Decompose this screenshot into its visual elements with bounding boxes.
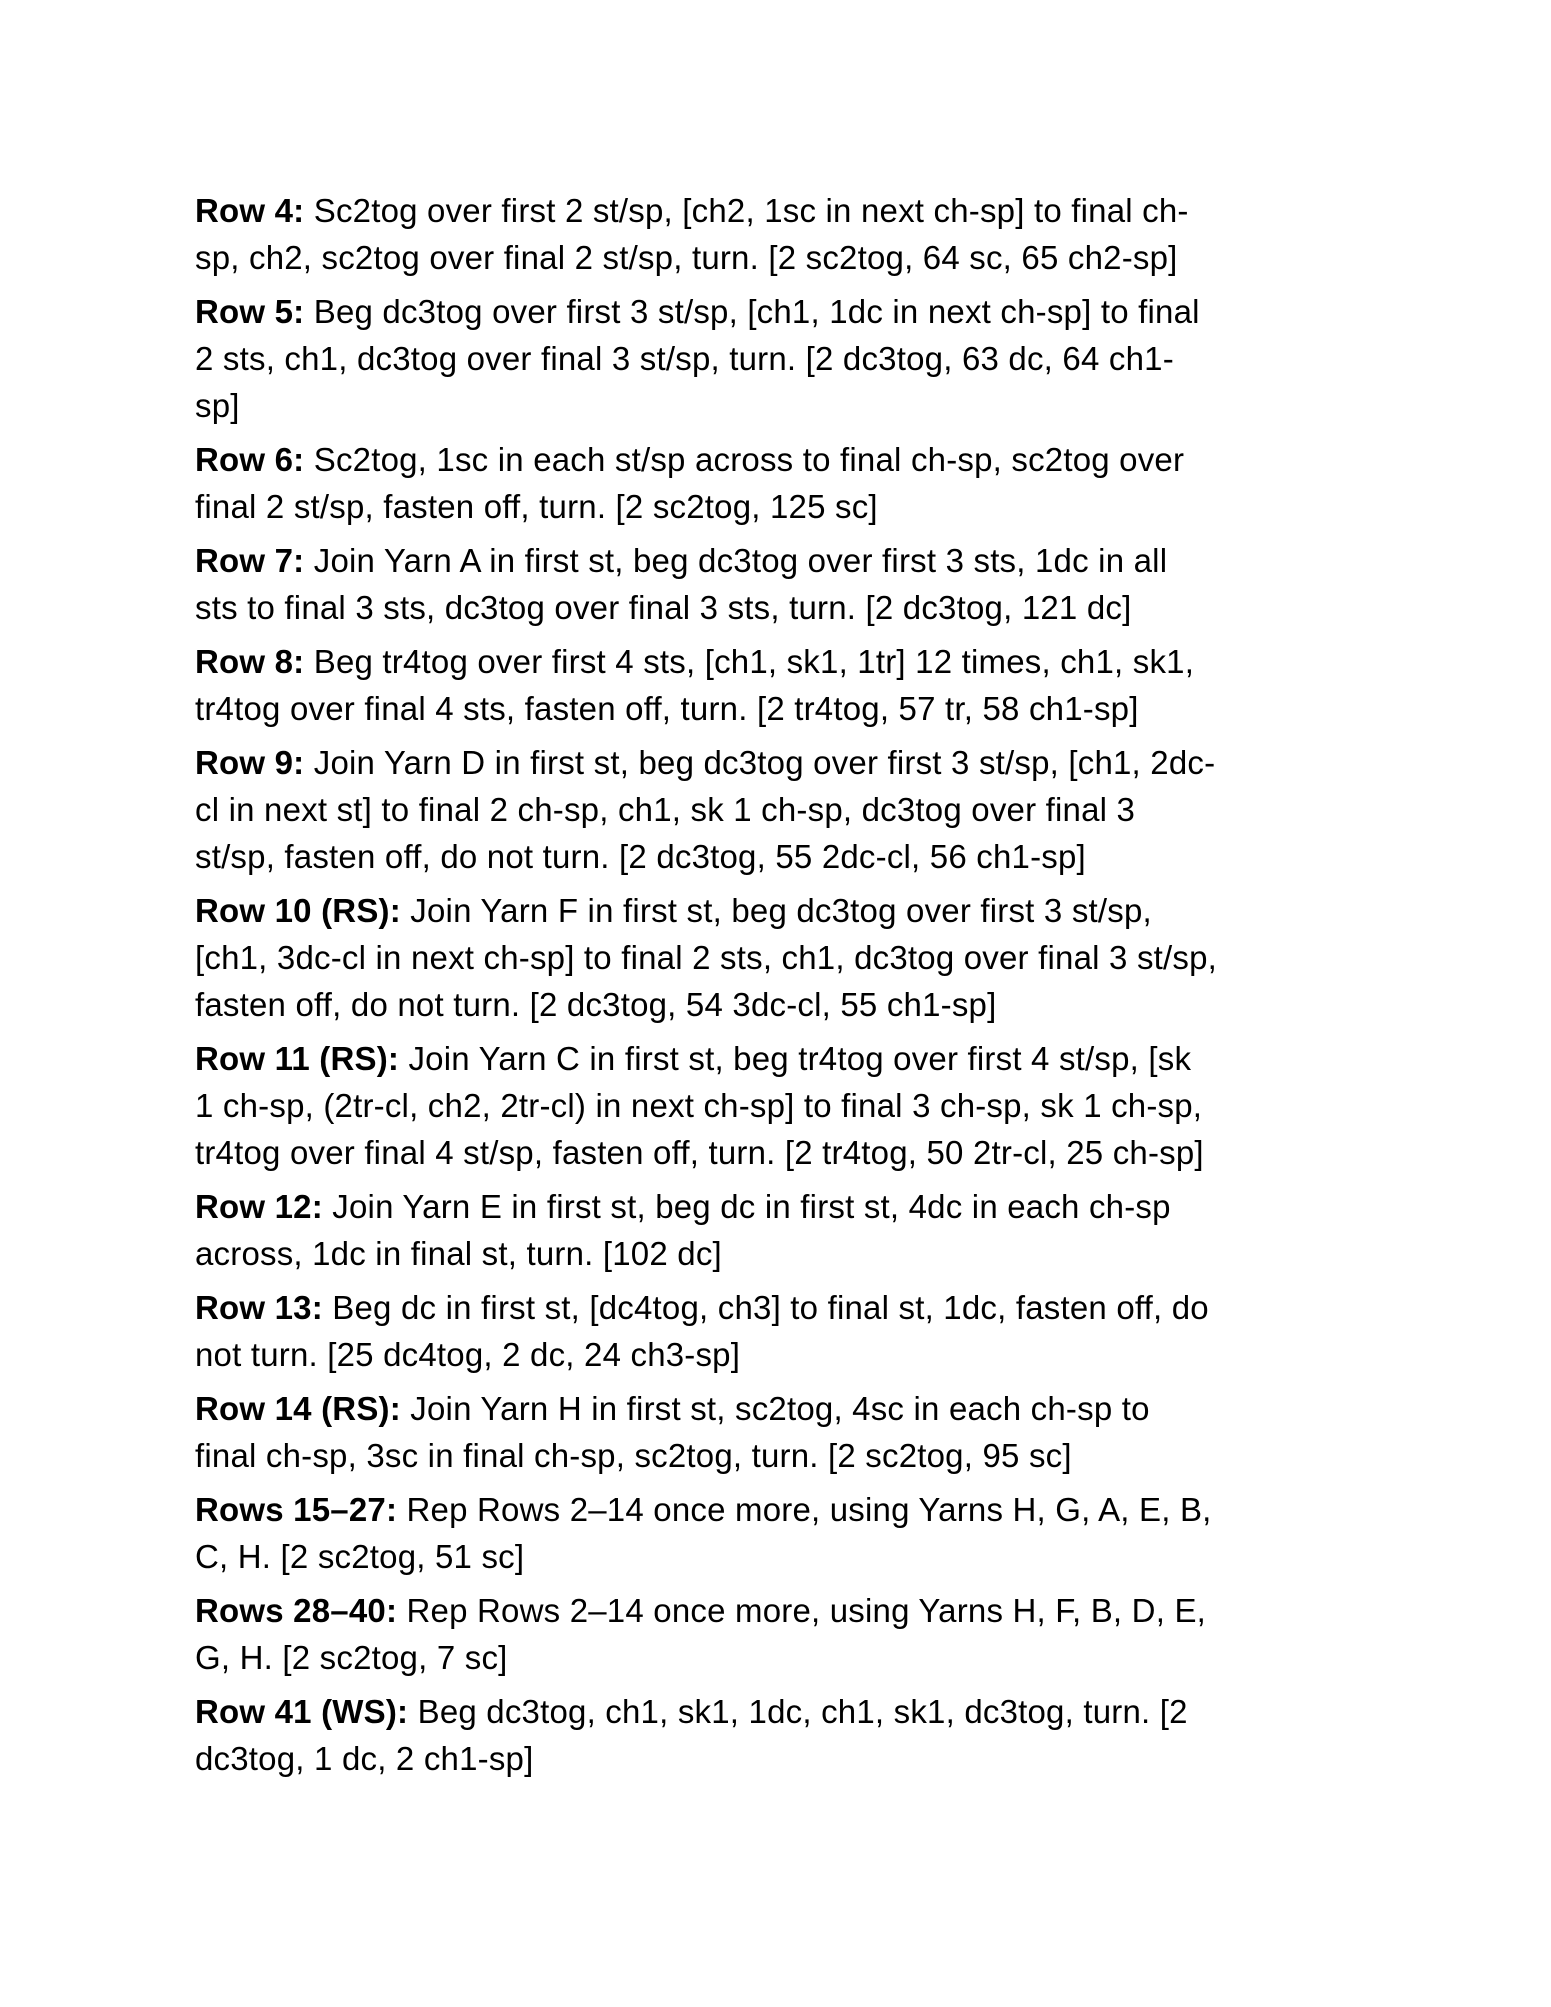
row-label: Rows 15–27: [195,1491,398,1528]
row-label: Row 7: [195,542,305,579]
row-line: cl in next st] to final 2 ch-sp, ch1, sk 1 ch-sp, dc3tog over final 3 [195,791,1136,828]
row-label: Row 5: [195,293,305,330]
row-line: tr4tog over final 4 sts, fasten off, turn. [2 tr4tog, 57 tr, 58 ch1-sp] [195,690,1139,727]
row-line: Row 7: Join Yarn A in first st, beg dc3tog over first 3 sts, 1dc in all [195,542,1168,579]
pattern-row [195,1486,1495,1580]
row-line: sts to final 3 sts, dc3tog over final 3 sts, turn. [2 dc3tog, 121 dc] [195,589,1132,626]
row-label: Rows 28–40: [195,1592,398,1629]
row-label: Row 8: [195,643,305,680]
pattern-row [195,1183,1495,1277]
row-line: tr4tog over final 4 st/sp, fasten off, turn. [2 tr4tog, 50 2tr-cl, 25 ch-sp] [195,1134,1204,1171]
row-label: Row 11 (RS): [195,1040,400,1077]
pattern-row [195,739,1495,880]
row-line: fasten off, do not turn. [2 dc3tog, 54 3dc-cl, 55 ch1-sp] [195,986,997,1023]
row-line: not turn. [25 dc4tog, 2 dc, 24 ch3-sp] [195,1336,741,1373]
pattern-row [195,288,1495,429]
pattern-row [195,1587,1495,1681]
row-line: final 2 st/sp, fasten off, turn. [2 sc2tog, 125 sc] [195,488,878,525]
pattern-row [195,1385,1495,1479]
row-line: Row 6: Sc2tog, 1sc in each st/sp across to final ch-sp, sc2tog over [195,441,1185,478]
row-line: [ch1, 3dc-cl in next ch-sp] to final 2 sts, ch1, dc3tog over final 3 st/sp, [195,939,1217,976]
pattern-row [195,1284,1495,1378]
row-line: Row 10 (RS): Join Yarn F in first st, beg dc3tog over first 3 st/sp, [195,892,1152,929]
row-line: Row 11 (RS): Join Yarn C in first st, beg tr4tog over first 4 st/sp, [sk [195,1040,1192,1077]
row-label: Row 6: [195,441,305,478]
row-line: sp] [195,387,240,424]
row-line: G, H. [2 sc2tog, 7 sc] [195,1639,508,1676]
row-line: Row 41 (WS): Beg dc3tog, ch1, sk1, 1dc, ch1, sk1, dc3tog, turn. [2 [195,1693,1188,1730]
row-line: sp, ch2, sc2tog over final 2 st/sp, turn. [2 sc2tog, 64 sc, 65 ch2-sp] [195,239,1178,276]
row-label: Row 10 (RS): [195,892,401,929]
pattern-row [195,537,1495,631]
row-line: Row 12: Join Yarn E in first st, beg dc in first st, 4dc in each ch-sp [195,1188,1171,1225]
row-line: C, H. [2 sc2tog, 51 sc] [195,1538,525,1575]
row-line: Row 14 (RS): Join Yarn H in first st, sc2tog, 4sc in each ch-sp to [195,1390,1150,1427]
pattern-row [195,887,1495,1028]
row-line: Row 5: Beg dc3tog over first 3 st/sp, [ch1, 1dc in next ch-sp] to final [195,293,1200,330]
pattern-row [195,638,1495,732]
row-label: Row 14 (RS): [195,1390,401,1427]
row-line: Rows 15–27: Rep Rows 2–14 once more, using Yarns H, G, A, E, B, [195,1491,1212,1528]
row-label: Row 9: [195,744,305,781]
row-line: dc3tog, 1 dc, 2 ch1-sp] [195,1740,534,1777]
pattern-row [195,1688,1495,1782]
row-line: Rows 28–40: Rep Rows 2–14 once more, using Yarns H, F, B, D, E, [195,1592,1207,1629]
row-line: Row 13: Beg dc in first st, [dc4tog, ch3] to final st, 1dc, fasten off, do [195,1289,1209,1326]
row-line: Row 9: Join Yarn D in first st, beg dc3tog over first 3 st/sp, [ch1, 2dc- [195,744,1216,781]
row-line: final ch-sp, 3sc in final ch-sp, sc2tog, turn. [2 sc2tog, 95 sc] [195,1437,1072,1474]
row-line: Row 8: Beg tr4tog over first 4 sts, [ch1, sk1, 1tr] 12 times, ch1, sk1, [195,643,1195,680]
row-line: 1 ch-sp, (2tr-cl, ch2, 2tr-cl) in next ch-sp] to final 3 ch-sp, sk 1 ch-sp, [195,1087,1203,1124]
pattern-row [195,436,1495,530]
row-line: across, 1dc in final st, turn. [102 dc] [195,1235,722,1272]
pattern-row [195,1035,1495,1176]
row-label: Row 13: [195,1289,323,1326]
row-line: 2 sts, ch1, dc3tog over final 3 st/sp, turn. [2 dc3tog, 63 dc, 64 ch1- [195,340,1174,377]
row-label: Row 4: [195,192,305,229]
row-label: Row 12: [195,1188,323,1225]
row-line: st/sp, fasten off, do not turn. [2 dc3tog, 55 2dc-cl, 56 ch1-sp] [195,838,1086,875]
row-line: Row 4: Sc2tog over first 2 st/sp, [ch2, 1sc in next ch-sp] to final ch- [195,192,1189,229]
row-label: Row 41 (WS): [195,1693,409,1730]
pattern-instructions [195,187,1495,1789]
pattern-row [195,187,1495,281]
